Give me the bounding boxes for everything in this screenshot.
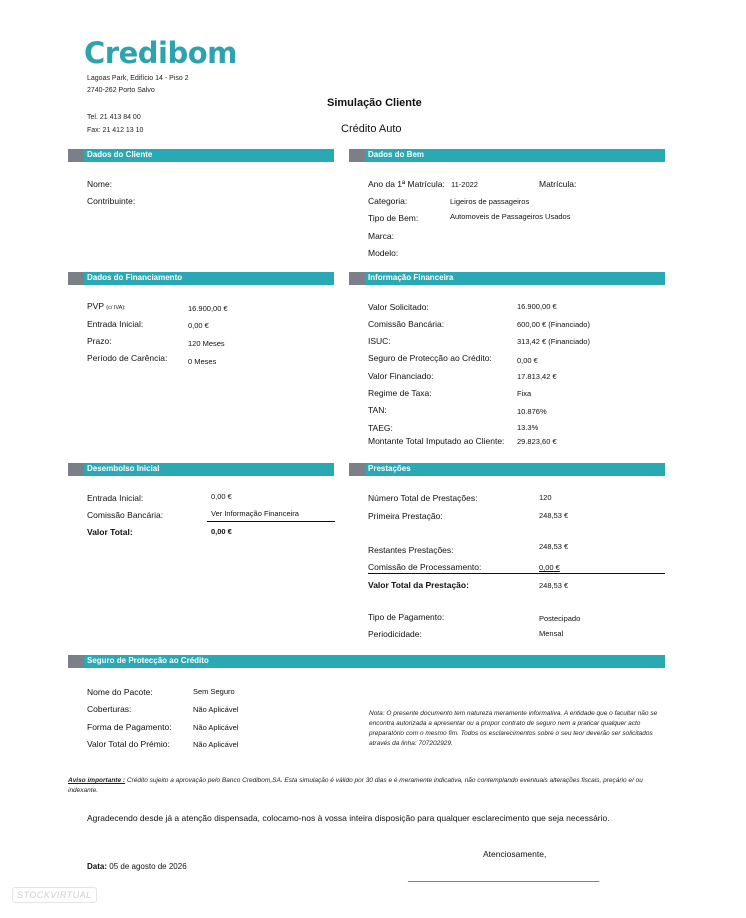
- aviso-label: Aviso importante :: [68, 777, 126, 784]
- pre-total-label: Valor Total da Prestação:: [368, 580, 469, 590]
- section-title-financiamento: Dados do Financiamento: [87, 273, 183, 282]
- address-line2: 2740-262 Porto Salvo: [87, 87, 155, 94]
- pre-periodicidade-value: Mensal: [539, 629, 564, 638]
- des-entrada-label: Entrada Inicial:: [87, 493, 144, 503]
- bem-modelo-label: Modelo:: [368, 248, 399, 258]
- section-title-desembolso: Desembolso Inicial: [87, 464, 160, 473]
- document-title: Simulação Cliente: [327, 97, 422, 109]
- pre-periodicidade-label: Periodicidade:: [368, 629, 422, 639]
- company-logo: [84, 36, 237, 70]
- section-title-cliente: Dados do Cliente: [87, 150, 153, 159]
- bem-categoria-value: Ligeiros de passageiros: [450, 197, 530, 206]
- fin-entrada-value: 0,00 €: [188, 321, 209, 330]
- if-montante-value: 29.823,60 €: [517, 437, 557, 446]
- bem-ano-label: Ano da 1ª Matrícula:: [368, 179, 445, 189]
- fin-prazo-label: Prazo:: [87, 336, 112, 346]
- pre-primeira-label: Primeira Prestação:: [368, 511, 443, 521]
- section-bar-cliente: [68, 149, 334, 162]
- fin-pvp-value: 16.900,00 €: [188, 304, 228, 313]
- if-isuc-label: ISUC:: [368, 336, 391, 346]
- des-comissao-value: Ver Informação Financeira: [211, 509, 299, 518]
- if-isuc-value: 313,42 € (Financiado): [517, 337, 590, 346]
- pre-primeira-value: 248,53 €: [539, 511, 569, 520]
- watermark: STOCKVIRTUAL: [12, 887, 97, 903]
- if-solicitado-label: Valor Solicitado:: [368, 302, 429, 312]
- des-total-divider: [207, 521, 335, 522]
- seguro-note: Nota: O presente documento tem natureza meramente informativa. A entidade que o facultar não se encontra autorizada a apresentar ou a propor contrato de seguro nem a praticar qualquer acto preparatório com o mesmo fim. Todos os esclarecimentos sobre o seu teor deverão ser solicitados através da linha: 707202929.: [369, 710, 658, 747]
- if-comissao-label: Comissão Bancária:: [368, 319, 445, 329]
- seg-premio-value: Não Aplicável: [193, 740, 239, 749]
- section-title-seguro: Seguro de Protecção ao Crédito: [87, 656, 209, 665]
- aviso-text: Crédito sujeito a aprovação pelo Banco Credibom,SA. Esta simulação é válido por 30 dias e é meramente indicativa, não contemplando eventuais alterações fiscais, preçário e/ ou indexante.: [68, 777, 643, 794]
- bem-marca-label: Marca:: [368, 231, 394, 241]
- seg-forma-label: Forma de Pagamento:: [87, 722, 172, 732]
- section-bar-prestacoes: [349, 463, 665, 476]
- fax-number: Fax: 21 412 13 10: [87, 127, 144, 134]
- if-comissao-value: 600,00 € (Financiado): [517, 320, 590, 329]
- fin-pvp-label: [87, 301, 126, 311]
- fin-carencia-value: 0 Meses: [188, 357, 217, 366]
- fin-entrada-label: Entrada Inicial:: [87, 319, 144, 329]
- pre-numero-label: Número Total de Prestações:: [368, 493, 478, 503]
- bem-tipo-label: Tipo de Bem:: [368, 213, 419, 223]
- signature-line: ______________________________________________: [408, 873, 599, 882]
- pre-restantes-value: 248,53 €: [539, 542, 569, 551]
- fin-pvp-label-text: PVP: [87, 301, 104, 311]
- section-title-prestacoes: Prestações: [368, 464, 411, 473]
- seg-premio-label: Valor Total do Prémio:: [87, 739, 170, 749]
- section-title-info-financeira: Informação Financeira: [368, 273, 454, 282]
- section-bar-bem: [349, 149, 665, 162]
- section-bar-financiamento: [68, 272, 334, 285]
- if-taeg-label: TAEG:: [368, 423, 393, 433]
- closing-text: Atenciosamente,: [483, 849, 547, 859]
- pre-numero-value: 120: [539, 493, 552, 502]
- cliente-nome-label: Nome:: [87, 179, 113, 189]
- logo-text: Credibom: [84, 36, 237, 70]
- if-financiado-value: 17.813,42 €: [517, 372, 557, 381]
- pre-restantes-label: Restantes Prestações:: [368, 545, 454, 555]
- fin-prazo-value: 120 Meses: [188, 339, 225, 348]
- bem-matricula-label: Matrícula:: [539, 179, 577, 189]
- seg-pacote-label: Nome do Pacote:: [87, 687, 153, 697]
- des-comissao-label: Comissão Bancária:: [87, 510, 164, 520]
- if-taeg-value: 13.3%: [517, 423, 539, 432]
- bem-tipo-value: Automoveis de Passageiros Usados: [450, 212, 571, 221]
- fin-pvp-small: (c/ IVA):: [106, 305, 126, 311]
- seg-coberturas-value: Não Aplicável: [193, 705, 239, 714]
- des-total-label: Valor Total:: [87, 527, 133, 537]
- section-bar-seguro: [68, 655, 665, 668]
- seg-forma-value: Não Aplicável: [193, 723, 239, 732]
- pre-tipo-value: Postecipado: [539, 614, 581, 623]
- pre-comissao-label: Comissão de Processamento:: [368, 562, 482, 572]
- if-regime-label: Regime de Taxa:: [368, 388, 432, 398]
- if-seguro-label: Seguro de Protecção ao Crédito:: [368, 353, 492, 363]
- bem-categoria-label: Categoria:: [368, 196, 408, 206]
- if-regime-value: Fixa: [517, 389, 532, 398]
- seg-coberturas-label: Coberturas:: [87, 704, 132, 714]
- if-montante-label: Montante Total Imputado ao Cliente:: [368, 436, 505, 446]
- address-line1: Lagoas Park, Edifício 14 - Piso 2: [87, 75, 189, 82]
- des-entrada-value: 0,00 €: [211, 492, 232, 501]
- fin-carencia-label: Período de Carência:: [87, 353, 168, 363]
- if-solicitado-value: 16.900,00 €: [517, 302, 557, 311]
- section-bar-info-financeira: [349, 272, 665, 285]
- if-seguro-value: 0,00 €: [517, 356, 538, 365]
- date-value: 05 de agosto de 2026: [109, 862, 187, 871]
- section-bar-desembolso: [68, 463, 334, 476]
- phone-number: Tel. 21 413 84 00: [87, 114, 141, 121]
- aviso-importante: [68, 776, 668, 796]
- document-subtitle: Crédito Auto: [341, 123, 402, 135]
- pre-comissao-value: 0,00 €: [539, 563, 560, 572]
- if-financiado-label: Valor Financiado:: [368, 371, 434, 381]
- if-tan-label: TAN:: [368, 405, 387, 415]
- date-label: Data:: [87, 862, 108, 871]
- pre-total-value: 248,53 €: [539, 581, 569, 590]
- section-title-bem: Dados do Bem: [368, 150, 425, 159]
- des-total-value: 0,00 €: [211, 527, 232, 536]
- if-tan-value: 10.876%: [517, 407, 547, 416]
- cliente-contribuinte-label: Contribuinte:: [87, 196, 136, 206]
- pre-total-divider: [368, 573, 665, 574]
- bem-ano-value: 11-2022: [451, 180, 478, 189]
- seg-pacote-value: Sem Seguro: [193, 687, 235, 696]
- thanks-text: Agradecendo desde já a atenção dispensada, colocamo-nos à vossa inteira disposição para qualquer esclarecimento que seja necessário.: [87, 813, 610, 823]
- date-line: [87, 862, 187, 871]
- pre-tipo-label: Tipo de Pagamento:: [368, 612, 445, 622]
